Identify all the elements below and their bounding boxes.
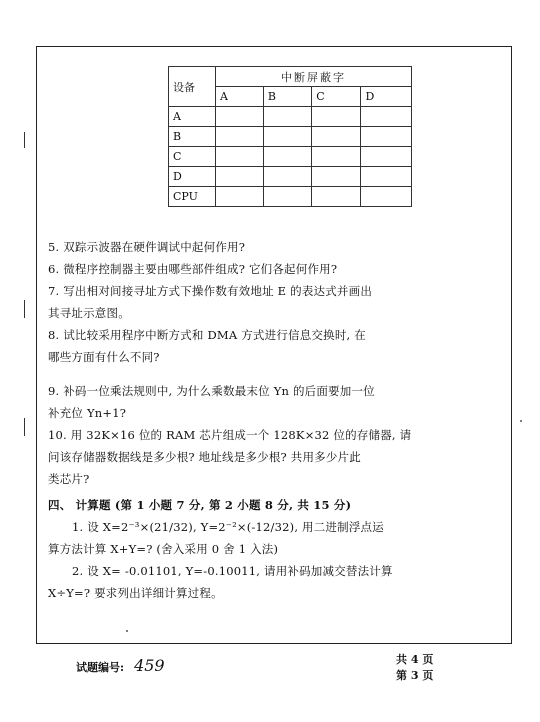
calc-question-2: 2. 设 X= -0.01101, Y=-0.10011, 请用补码加减交替法计算 bbox=[72, 564, 393, 578]
table-corner-cell: 设备 bbox=[169, 67, 216, 107]
row-label: A bbox=[169, 107, 216, 127]
calc-question-1-cont: 算方法计算 X+Y=? (舍入采用 0 舍 1 入法) bbox=[48, 542, 279, 556]
margin-tick bbox=[24, 132, 25, 148]
question-9: 9. 补码一位乘法规则中, 为什么乘数最末位 Yn 的后面要加一位 bbox=[48, 384, 375, 398]
question-8-cont: 哪些方面有什么不同? bbox=[48, 350, 160, 364]
interrupt-mask-table bbox=[168, 66, 412, 207]
section-4 bbox=[48, 494, 488, 604]
column-header: D bbox=[361, 87, 412, 107]
question-10-cont: 问该存储器数据线是多少根? 地址线是多少根? 共用多少片此 bbox=[48, 450, 361, 464]
paper-number-label: 试题编号: bbox=[76, 661, 125, 674]
calc-question-1: 1. 设 X=2⁻³×(21/32), Y=2⁻²×(-12/32), 用二进制浮点运 bbox=[72, 520, 384, 534]
paper-number-value: 459 bbox=[134, 656, 165, 675]
question-7: 7. 写出相对间接寻址方式下操作数有效地址 E 的表达式并画出 bbox=[48, 284, 373, 298]
question-10: 10. 用 32K×16 位的 RAM 芯片组成一个 128K×32 位的存储器, 请 bbox=[48, 428, 412, 442]
table-row bbox=[169, 147, 412, 167]
column-header: A bbox=[216, 87, 264, 107]
question-5: 5. 双踪示波器在硬件调试中起何作用? bbox=[48, 240, 246, 254]
margin-tick bbox=[24, 418, 25, 436]
total-pages: 共 4 页 bbox=[396, 653, 434, 666]
page-indicator bbox=[396, 652, 433, 684]
question-10-cont: 类芯片? bbox=[48, 472, 90, 486]
table-row bbox=[169, 167, 412, 187]
question-6: 6. 微程序控制器主要由哪些部件组成? 它们各起何作用? bbox=[48, 262, 338, 276]
column-header: C bbox=[312, 87, 361, 107]
row-label: C bbox=[169, 147, 216, 167]
row-label: D bbox=[169, 167, 216, 187]
table-row bbox=[169, 107, 412, 127]
row-label: CPU bbox=[169, 187, 216, 207]
paper-number bbox=[76, 656, 165, 675]
table-row bbox=[169, 127, 412, 147]
calc-question-2-cont: X÷Y=? 要求列出详细计算过程。 bbox=[48, 586, 223, 600]
column-header: B bbox=[263, 87, 311, 107]
section-heading: 四、 计算题 (第 1 小题 7 分, 第 2 小题 8 分, 共 15 分) bbox=[48, 498, 352, 512]
question-9-cont: 补充位 Yn+1? bbox=[48, 406, 127, 420]
table-merged-header: 中断屏蔽字 bbox=[216, 67, 412, 87]
table-row bbox=[169, 187, 412, 207]
margin-tick bbox=[24, 300, 25, 318]
question-8: 8. 试比较采用程序中断方式和 DMA 方式进行信息交换时, 在 bbox=[48, 328, 366, 342]
current-page: 第 3 页 bbox=[396, 669, 434, 682]
questions-block bbox=[48, 236, 488, 490]
stray-mark bbox=[520, 420, 522, 422]
question-7-cont: 其寻址示意图。 bbox=[48, 306, 130, 320]
row-label: B bbox=[169, 127, 216, 147]
stray-mark bbox=[126, 630, 128, 632]
